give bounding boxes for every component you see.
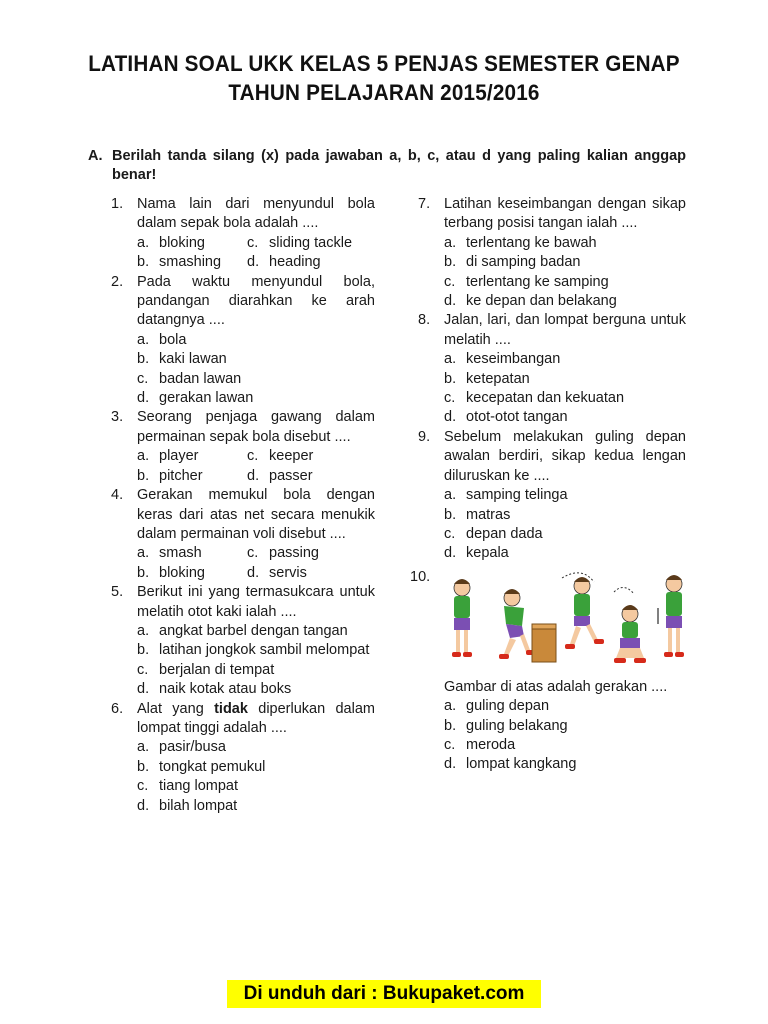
option-b[interactable]: b. guling belakang [444,717,568,734]
child-figure-landed [658,575,684,657]
question-2 [111,273,375,409]
option-a[interactable]: a. keseimbangan [444,351,561,368]
question-number: 4. [111,487,124,504]
option-b[interactable]: b. latihan jongkok sambil melompat [137,642,370,659]
option-b[interactable]: b. kaki lawan [137,351,227,368]
option-c[interactable]: c. tiang lompat [137,778,238,795]
question-stem: Latihan keseimbangan dengan sikap terbang posisi tangan ialah .... [444,196,686,232]
jump-illustration [444,568,694,672]
option-a[interactable]: a. samping telinga [444,487,568,504]
right-column [410,195,686,775]
option-a[interactable]: a. terlentang ke bawah [444,234,597,251]
source-footer: Di unduh dari : Bukupaket.com [227,980,541,1008]
option-b[interactable]: b. ketepatan [444,370,530,387]
option-c[interactable]: c. badan lawan [137,370,242,387]
question-number: 9. [418,428,431,445]
option-c[interactable]: c. sliding tackle [247,234,353,251]
question-stem: Gerakan memukul bola dengan keras dari atas net secara menukik dalam permainan voli disebut .... [137,487,375,542]
option-c[interactable]: c. passing [247,545,319,562]
child-figure-standing [452,579,472,657]
question-1 [111,195,375,273]
option-c[interactable]: c. keeper [247,448,314,465]
question-stem: Pada waktu menyundul bola, pandangan diarahkan ke arah datangnya .... [137,273,375,329]
option-b[interactable]: b. bloking [137,564,205,581]
question-number: 7. [418,196,431,212]
page-title-line2: TAHUN PELAJARAN 2015/2016 [228,80,540,105]
option-a[interactable]: a. smash [137,545,202,562]
question-5 [111,583,375,699]
option-b[interactable]: b. tongkat pemukul [137,758,266,775]
question-number: 10. [410,568,431,585]
option-b[interactable]: b. pitcher [137,467,203,484]
option-d[interactable]: d. lompat kangkang [444,756,577,773]
child-figure-squat [614,587,646,663]
question-7 [418,195,686,311]
option-a[interactable]: a. player [137,448,199,465]
instruction-text: Berilah tanda silang (x) pada jawaban a, b, c, atau d yang paling kalian anggap benar! [112,148,686,183]
option-c[interactable]: c. berjalan di tempat [137,661,275,678]
question-9 [418,428,686,564]
option-d[interactable]: d. kepala [444,545,509,562]
question-stem: Seorang penjaga gawang dalam permainan sepak bola disebut .... [137,409,375,445]
option-d[interactable]: d. gerakan lawan [137,390,254,407]
page-title-line1: LATIHAN SOAL UKK KELAS 5 PENJAS SEMESTER GENAP [88,51,680,76]
option-a[interactable]: a. angkat barbel dengan tangan [137,622,348,639]
option-c[interactable]: c. terlentang ke samping [444,273,609,290]
question-8 [418,311,686,427]
question-number: 8. [418,312,431,329]
emphasis-word: tidak [214,700,248,717]
option-d[interactable]: d. servis [247,564,307,581]
left-column [111,195,375,816]
option-d[interactable]: d. bilah lompat [137,797,238,814]
option-c[interactable]: c. depan dada [444,525,543,542]
question-stem: Jalan, lari, dan lompat berguna untuk melatih .... [444,312,686,348]
option-c[interactable]: c. meroda [444,736,516,753]
question-number: 1. [111,196,124,212]
option-d[interactable]: d. passer [247,467,313,484]
question-6 [111,700,375,816]
option-d[interactable]: d. ke depan dan belakang [444,293,617,310]
question-4 [111,486,375,583]
question-stem: Nama lain dari menyundul bola dalam sepak bola adalah .... [137,196,375,232]
option-a[interactable]: a. pasir/busa [137,739,226,756]
question-number: 6. [111,700,124,717]
question-3 [111,408,375,486]
question-stem: Sebelum melakukan guling depan awalan berdiri, sikap kedua lengan diluruskan ke .... [444,428,686,484]
option-a[interactable]: a. bloking [137,234,205,251]
option-b[interactable]: b. smashing [137,254,222,271]
jump-box [532,624,556,662]
question-number: 5. [111,584,124,601]
option-a[interactable]: a. bola [137,331,187,348]
option-b[interactable]: b. matras [444,506,511,523]
section-instruction [88,147,686,185]
option-c[interactable]: c. kecepatan dan kekuatan [444,390,625,407]
option-d[interactable]: d. otot-otot tangan [444,409,568,426]
option-b[interactable]: b. di samping badan [444,254,581,271]
question-number: 3. [111,409,124,426]
question-10 [410,568,686,775]
child-figure-jump [562,573,604,649]
section-letter: A. [88,148,103,164]
question-number: 2. [111,273,124,290]
option-d[interactable]: d. heading [247,254,321,271]
child-figure-crouch [499,589,536,659]
question-stem: Berikut ini yang termasukcara untuk melatih otot kaki ialah .... [137,584,375,620]
figure-jumping-sequence [444,568,686,672]
option-d[interactable]: d. naik kotak atau boks [137,681,292,698]
option-a[interactable]: a. guling depan [444,698,550,715]
question-stem: Alat yang tidak diperlukan dalam lompat tinggi adalah .... [137,700,375,736]
question-stem: Gambar di atas adalah gerakan .... [444,678,668,695]
